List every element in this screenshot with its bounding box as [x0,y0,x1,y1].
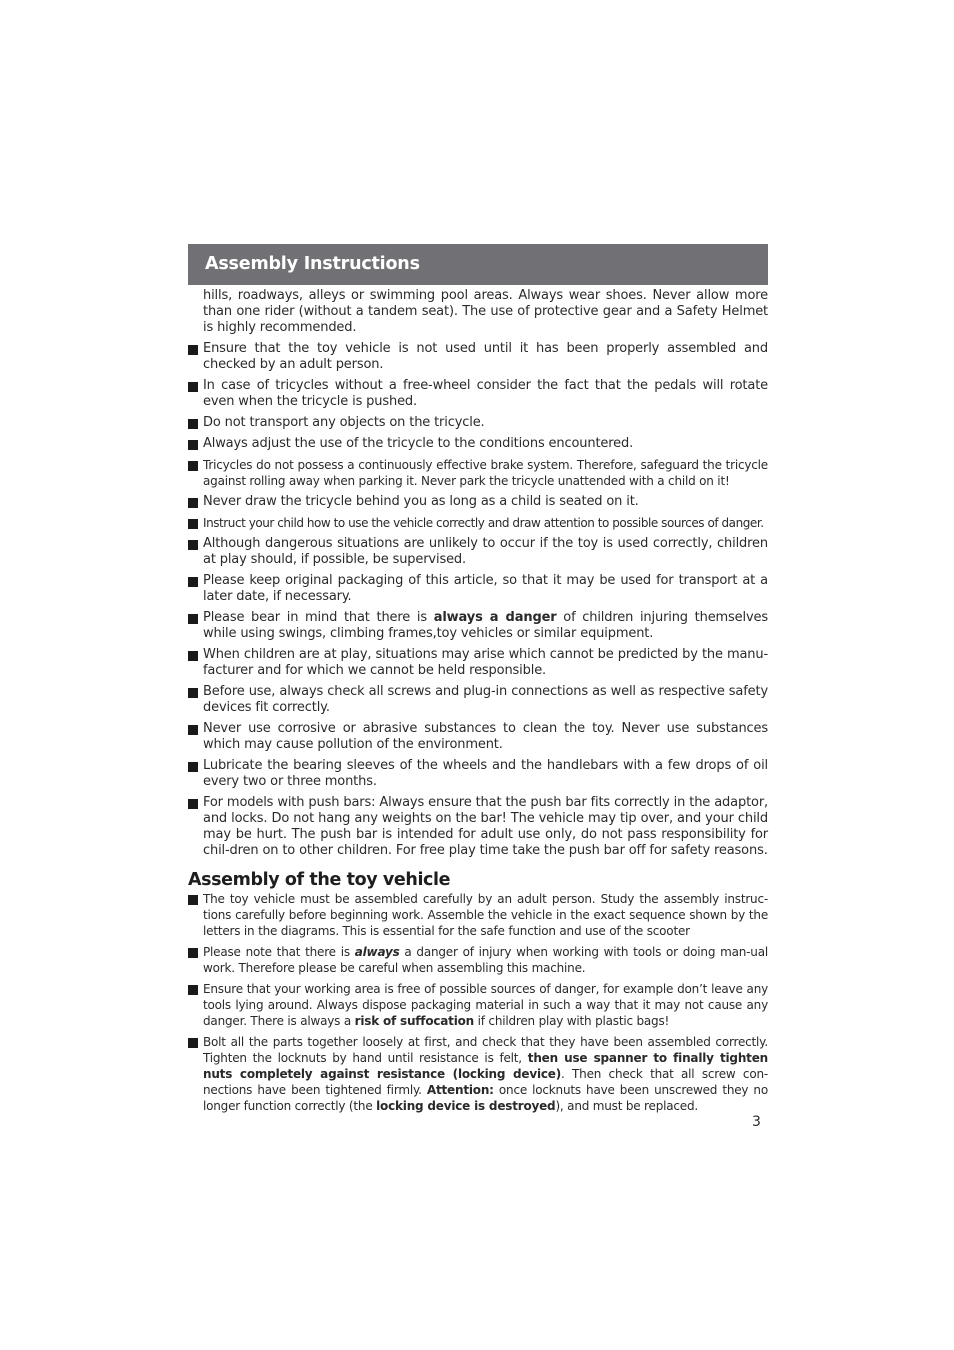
square-bullet-icon [188,440,198,450]
list-item [188,610,768,642]
text-run: Before use, always check all screws and plug-in connections as well as respective safety devices fit correctly. [203,684,768,715]
list-item [188,684,768,716]
square-bullet-icon [188,498,198,508]
text-run: Please keep original packaging of this article, so that it may be used for transport at a later date, if necessary. [203,573,768,604]
square-bullet-icon [188,948,198,958]
emphasis-text: always [354,945,400,959]
list-item [188,795,768,859]
text-run: Never use corrosive or abrasive substances to clean the toy. Never use substances which may cause pollution of the environment. [203,721,768,752]
emphasis-text: always a danger [433,610,557,625]
emphasis-text: Attention: [426,1083,494,1097]
list-item-text [203,415,485,430]
text-run: Always adjust the use of the tricycle to the conditions encountered. [203,436,634,451]
text-run: Ensure that the toy vehicle is not used until it has been properly assembled and checked by an adult person. [203,341,768,372]
safety-list [188,341,768,859]
text-run: . Then check that all screw con-nections have been tightened firmly. [203,1067,769,1097]
list-item [188,981,768,1029]
text-run: Bolt all the parts together loosely at first, and check that they have been assembled correctly. Tighten the locknuts by hand until resistance is felt, [203,1035,768,1065]
square-bullet-icon [188,519,198,529]
text-run: Never draw the tricycle behind you as long as a child is seated on it. [203,494,639,509]
list-item-text [203,573,768,604]
text-run: For models with push bars: Always ensure that the push bar fits correctly in the adaptor, and locks. Do not hang any weights on the bar! The vehicle may tip over, and your child may be hurt. The push bar is intended for adult use only, do not pass responsibility for chil-dren on to other children. For free play time take the push bar off for safety reasons. [203,795,768,858]
text-run: Although dangerous situations are unlikely to occur if the toy is used correctly, children at play should, if possible, be supervised. [203,536,768,567]
list-item [188,494,768,510]
text-run: ), and must be replaced. [555,1099,699,1113]
section-header-bar [188,244,768,285]
section-header-title: Assembly Instructions [205,254,420,274]
text-run: Please bear in mind that there is [203,610,434,625]
list-item-text [203,721,768,752]
list-item [188,415,768,431]
assembly-list [188,891,768,1114]
list-item [188,891,768,939]
list-item-text [203,795,768,858]
list-item [188,378,768,410]
document-body [188,288,768,1119]
square-bullet-icon [188,688,198,698]
text-run: Tricycles do not possess a continuously effective brake system. Therefore, safeguard the tricycle against rolling away when parking it. Never park the tricycle unattended with a child on it! [203,458,768,488]
text-run: Do not transport any objects on the tricycle. [203,415,485,430]
square-bullet-icon [188,345,198,355]
list-item-text [203,1035,768,1113]
list-item [188,515,768,531]
list-item [188,341,768,373]
list-item-text [203,458,768,488]
square-bullet-icon [188,577,198,587]
list-item-text [203,378,768,409]
list-item-text [203,684,768,715]
square-bullet-icon [188,382,198,392]
list-item-text [203,945,768,975]
square-bullet-icon [188,895,198,905]
list-item-text [203,892,768,938]
emphasis-text: then use spanner to finally tighten nuts completely against resistance (locking device) [203,1051,768,1081]
square-bullet-icon [188,419,198,429]
list-item [188,457,768,489]
emphasis-text: risk of suffocation [354,1014,475,1028]
text-run: Instruct your child how to use the vehicle correctly and draw attention to possible sources of danger. [203,516,764,530]
text-run: once locknuts have been unscrewed they no longer function correctly (the [203,1083,768,1113]
page-number: 3 [752,1114,761,1130]
square-bullet-icon [188,985,198,995]
list-item-text [203,436,633,451]
square-bullet-icon [188,1038,198,1048]
square-bullet-icon [188,651,198,661]
square-bullet-icon [188,799,198,809]
list-item [188,436,768,452]
text-run: When children are at play, situations may arise which cannot be predicted by the manu-facturer and for which we cannot be held responsible. [203,647,768,678]
list-item-text [203,647,768,678]
emphasis-text: locking device is destroyed [376,1099,556,1113]
assembly-section-title: Assembly of the toy vehicle [188,870,451,890]
text-run: In case of tricycles without a free-wheel consider the fact that the pedals will rotate even when the tricycle is pushed. [203,378,768,409]
list-item [188,944,768,976]
text-run: Lubricate the bearing sleeves of the wheels and the handlebars with a few drops of oil every two or three months. [203,758,768,789]
list-item-text [203,341,768,372]
square-bullet-icon [188,762,198,772]
list-item-text [203,494,639,509]
list-item [188,573,768,605]
text-run: Ensure that your working area is free of possible sources of danger, for example don’t leave any tools lying around. Always dispose packaging material in such a way that it may not cause any danger. There is always a [203,982,768,1028]
list-item [188,647,768,679]
list-item [188,536,768,568]
text-run: if children play with plastic bags! [474,1014,670,1028]
square-bullet-icon [188,614,198,624]
intro-paragraph: hills, roadways, alleys or swimming pool areas. Always wear shoes. Never allow more than one rider (without a tandem seat). The use of protective gear and a Safety Helmet is highly recommended. [203,288,768,335]
text-run: The toy vehicle must be assembled carefully by an adult person. Study the assembly instruc-tions carefully before beginning work. Assemble the vehicle in the exact sequence shown by the letters in the diagrams. This is essential for the safe function and use of the scooter [203,892,768,938]
list-item-text [203,516,764,530]
text-run: Please note that there is [203,945,355,959]
list-item-text [203,610,768,641]
text-run: a danger of injury when working with tools or doing man-ual work. Therefore please be careful when assembling this machine. [203,945,768,975]
list-item-text [203,536,768,567]
square-bullet-icon [188,461,198,471]
square-bullet-icon [188,540,198,550]
list-item [188,1034,768,1114]
square-bullet-icon [188,725,198,735]
list-item [188,758,768,790]
text-run: of children injuring themselves while using swings, climbing frames,toy vehicles or similar equipment. [203,610,769,641]
list-item [188,721,768,753]
list-item-text [203,758,768,789]
list-item-text [203,982,768,1028]
